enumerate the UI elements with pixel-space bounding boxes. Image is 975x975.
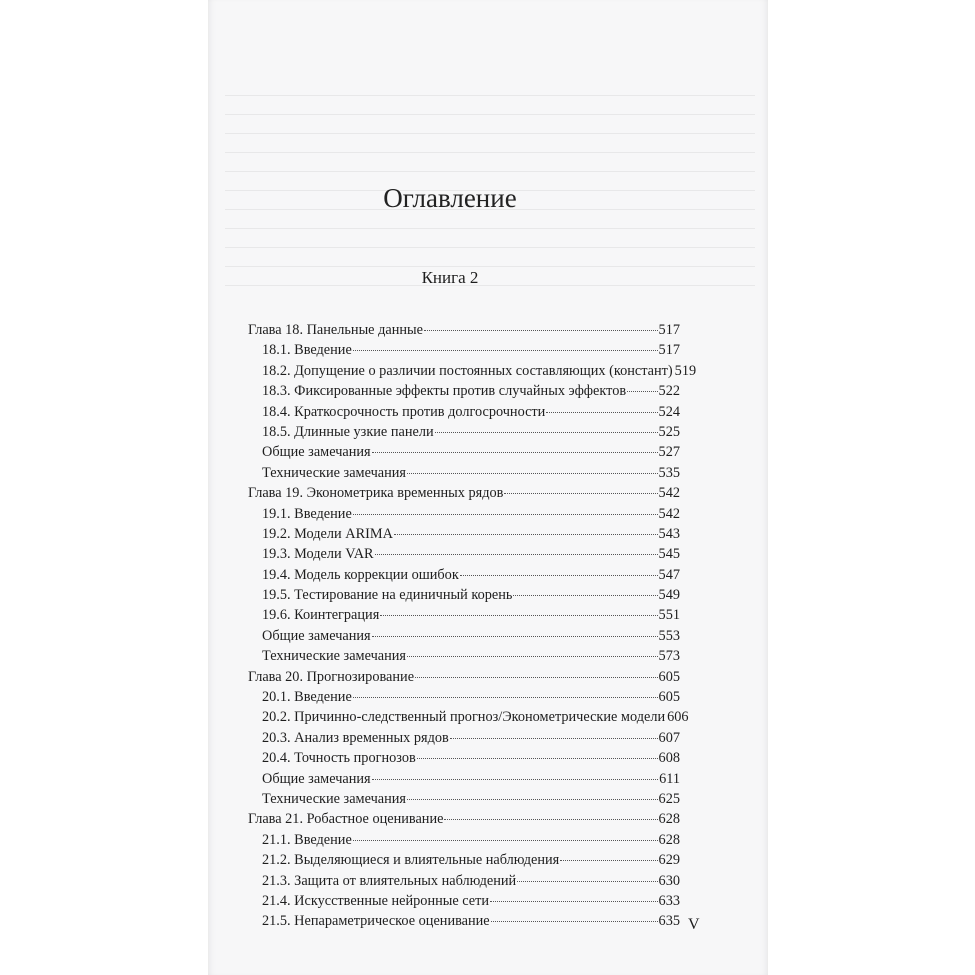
toc-entry-title: 19.3. Модели VAR [262,546,374,563]
toc-entry-title: 18.4. Краткосрочность против долгосрочности [262,403,546,420]
toc-entry-title: Общие замечания [262,444,371,461]
toc-section-entry [248,730,680,750]
toc-entry-page: 551 [658,607,680,624]
toc-section-entry [248,709,689,729]
toc-chapter-entry [248,669,680,689]
toc-entry-page: 605 [658,689,680,706]
toc-entry-title: 19.4. Модель коррекции ошибок [262,566,459,583]
toc-entry-title: Технические замечания [262,648,406,665]
toc-entry-page: 605 [658,668,680,685]
toc-entry-title: 18.5. Длинные узкие панели [262,423,434,440]
toc-entry-page: 630 [658,872,680,889]
toc-entry-title: 19.2. Модели ARIMA [262,525,393,542]
toc-section-entry [248,362,697,383]
toc-entry-title: 21.5. Непараметрическое оценивание [262,913,490,930]
toc-section-entry [248,546,680,566]
toc-entry-page: 517 [658,342,680,359]
toc-entry-page: 549 [658,587,680,604]
dot-leader [394,534,658,535]
toc-entry-title: Общие замечания [262,627,371,644]
dot-leader [353,514,658,515]
toc-entry-page: 527 [658,444,680,461]
toc-entry-page: 524 [658,403,680,420]
toc-entry-page: 522 [658,383,680,400]
toc-entry-title: Технические замечания [262,464,406,481]
toc-section-entry [248,893,680,913]
toc-section-entry [248,465,680,485]
toc-entry-title: Глава 18. Панельные данные [248,322,423,338]
toc-entry-page: 633 [658,892,680,909]
toc-entry-page: 606 [667,709,689,726]
toc-section-entry [248,913,680,933]
toc-entry-title: Глава 21. Робастное оценивание [248,811,444,828]
toc-section-entry [248,628,680,648]
dot-leader [424,330,658,331]
toc-entry-title: 21.1. Введение [262,831,352,848]
toc-entry-page: 635 [658,913,680,930]
toc-entry-title: Глава 20. Прогнозирование [248,668,415,685]
toc-entry-page: 547 [658,566,680,583]
dot-leader [491,921,658,922]
toc-entry-title: 21.4. Искусственные нейронные сети [262,892,490,909]
toc-entry-title: Технические замечания [262,790,406,807]
dot-leader [504,493,657,494]
toc-entry-page: 607 [658,729,680,746]
dot-leader [353,697,658,698]
toc-entry-title: 21.3. Защита от влиятельных наблюдений [262,872,517,889]
toc-entry-title: 19.5. Тестирование на единичный корень [262,587,513,604]
dot-leader [375,554,658,555]
dot-leader [353,840,658,841]
toc-entry-page: 629 [658,852,680,869]
toc-entry-page: 543 [658,525,680,542]
toc-entry-page: 542 [658,505,680,522]
dot-leader [490,901,658,902]
toc-entry-page: 545 [658,546,680,563]
toc-section-entry [248,689,680,709]
toc-entry-title: Общие замечания [262,770,371,787]
toc-entry-title: Глава 19. Эконометрика временных рядов [248,485,504,502]
toc-section-entry [248,567,680,587]
toc-entry-title: 19.1. Введение [262,505,352,522]
dot-leader [353,350,658,351]
toc-entry-title: 21.2. Выделяющиеся и влиятельные наблюдения [262,852,560,869]
toc-entry-page: 542 [658,485,680,502]
toc-entry-page: 517 [658,322,680,338]
dot-leader [546,412,657,413]
dot-leader [513,595,657,596]
toc-section-entry [248,506,680,526]
toc-section-entry [248,750,680,770]
toc-section-entry [248,342,680,362]
page-number: V [688,916,700,933]
toc-entry-title: 20.2. Причинно-следственный прогноз/Эконометрические модели [262,709,666,726]
toc-chapter-entry [248,485,680,505]
dot-leader [372,452,658,453]
dot-leader [415,677,658,678]
dot-leader [517,881,657,882]
toc-entry-title: 19.6. Коинтеграция [262,607,380,624]
toc-entry-page: 628 [658,831,680,848]
dot-leader [407,799,658,800]
toc-entry-page: 525 [658,423,680,440]
dot-leader [460,575,658,576]
toc-section-entry [248,648,680,668]
dot-leader [417,758,658,759]
dot-leader [407,473,658,474]
dot-leader [435,432,658,433]
toc-section-entry [248,383,680,403]
toc-section-entry [248,852,680,872]
dot-leader [444,819,657,820]
toc-section-entry [248,424,680,444]
dot-leader [380,615,657,616]
dot-leader [372,636,658,637]
dot-leader [372,779,658,780]
toc-entry-title: 18.1. Введение [262,342,352,359]
toc-entry-page: 628 [658,811,680,828]
toc-section-entry [248,587,680,607]
toc-entry-page: 535 [658,464,680,481]
page-title: Оглавление [383,183,517,213]
dot-leader [627,391,657,392]
dot-leader [407,656,658,657]
toc-section-entry [248,526,680,546]
table-of-contents [248,322,697,934]
toc-entry-title: 20.3. Анализ временных рядов [262,729,449,746]
toc-entry-page: 573 [658,648,680,665]
toc-entry-page: 611 [659,770,680,787]
toc-entry-title: 20.1. Введение [262,689,352,706]
toc-entry-page: 608 [658,750,680,767]
toc-entry-page: 519 [674,362,697,379]
toc-section-entry [248,404,680,424]
toc-section-entry [248,791,680,811]
toc-entry-page: 553 [658,627,680,644]
toc-section-entry [248,607,680,627]
dot-leader [450,738,658,739]
toc-section-entry [248,873,680,893]
toc-entry-page: 625 [658,790,680,807]
toc-chapter-entry [248,322,680,342]
book-subtitle: Книга 2 [421,268,479,287]
dot-leader [560,860,657,861]
toc-entry-title: 18.3. Фиксированные эффекты против случайных эффектов [262,383,627,400]
toc-section-entry [248,771,680,791]
toc-entry-title: 20.4. Точность прогнозов [262,750,416,767]
toc-section-entry [248,832,680,852]
toc-section-entry [248,444,680,464]
toc-chapter-entry [248,811,680,831]
toc-entry-title: 18.2. Допущение о различии постоянных составляющих (констант) [262,362,673,379]
